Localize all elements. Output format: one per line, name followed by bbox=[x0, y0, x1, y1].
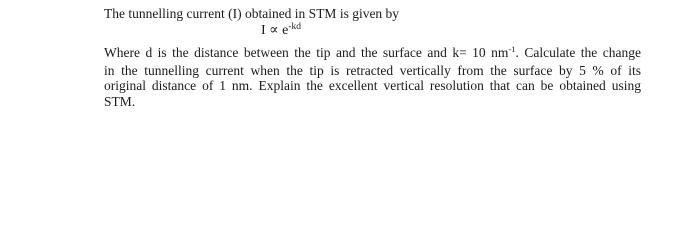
question-line-1-part-b: . Calculate the change bbox=[515, 45, 641, 60]
tunnelling-formula bbox=[261, 22, 301, 41]
question-line-2: in the tunnelling current when the tip is retracted vertically from the surface by 5 % of its bbox=[104, 62, 641, 78]
question-line-1-part-a: Where d is the distance between the tip and the surface and k= 10 nm bbox=[104, 45, 509, 60]
proportional-symbol: ∝ bbox=[269, 23, 279, 38]
question-line-3: original distance of 1 nm. Explain the excellent vertical resolution that can be obtained using bbox=[104, 78, 641, 94]
question-intro: The tunnelling current (I) obtained in STM is given by bbox=[104, 6, 400, 21]
question-line-4: STM. bbox=[104, 93, 136, 109]
formula-exponent: -kd bbox=[288, 22, 302, 32]
formula-lhs: I bbox=[261, 23, 266, 38]
unit-exponent: -1 bbox=[508, 44, 516, 54]
question-line-1 bbox=[104, 45, 641, 63]
question-body bbox=[104, 45, 641, 109]
formula-base: e bbox=[282, 23, 289, 38]
